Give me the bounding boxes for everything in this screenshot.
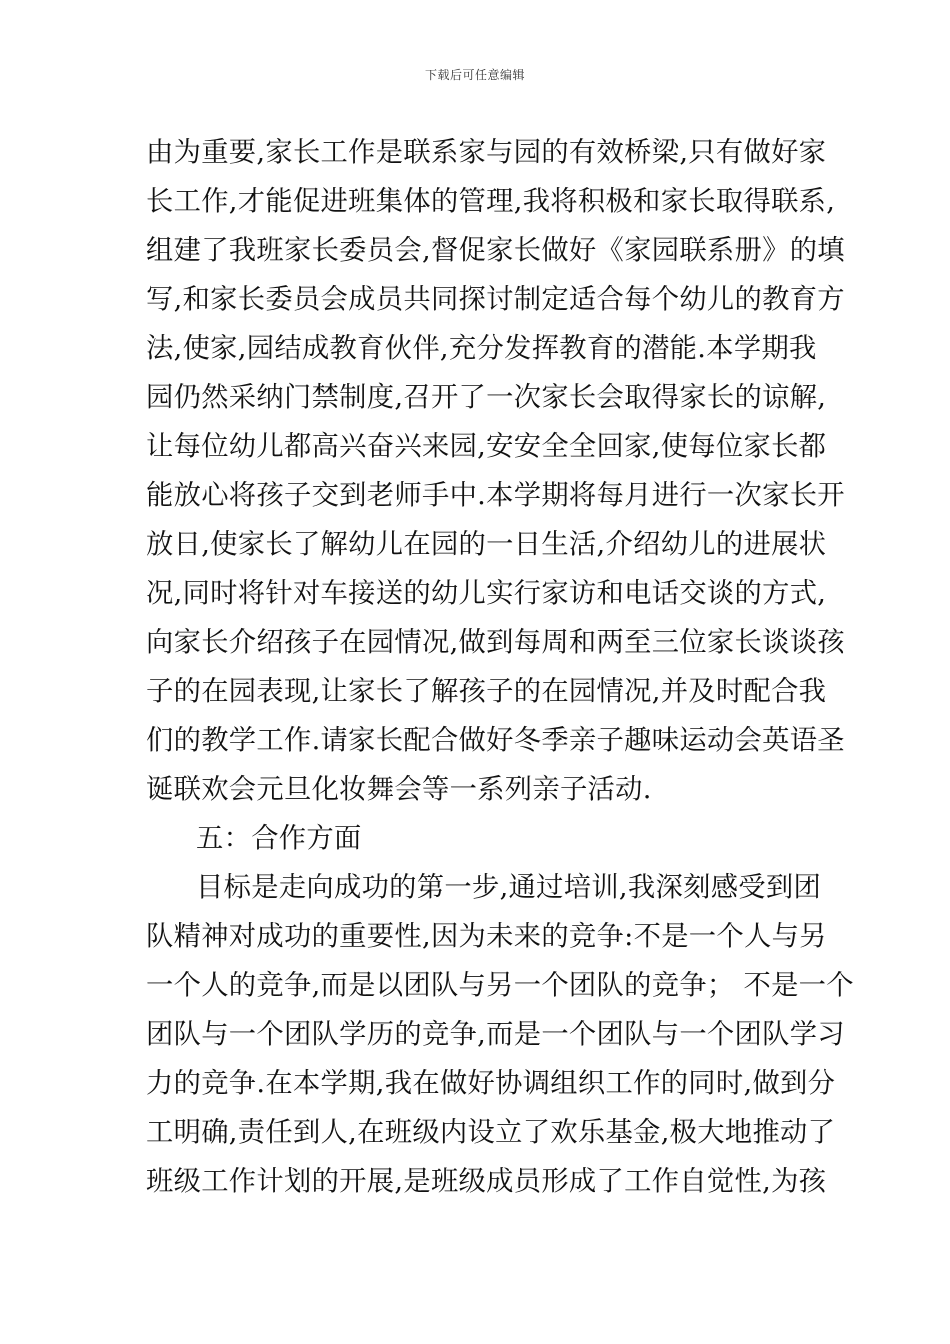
text-line: 组建了我班家长委员会,督促家长做好《家园联系册》的填 (146, 235, 845, 266)
section-heading: 五：合作方面 (196, 823, 362, 854)
text-line: 园仍然采纳门禁制度,召开了一次家长会取得家长的谅解, (146, 382, 827, 413)
text-line: 队精神对成功的重要性,因为未来的竞争:不是一个人与另 (146, 921, 827, 952)
text-line: 由为重要,家长工作是联系家与园的有效桥梁,只有做好家 (146, 137, 827, 168)
text-line: 况,同时将针对车接送的幼儿实行家访和电话交谈的方式, (146, 578, 827, 609)
document-body (146, 128, 854, 1206)
text-line: 写,和家长委员会成员共同探讨制定适合每个幼儿的教育方 (146, 284, 845, 315)
text-line: 放日,使家长了解幼儿在园的一日生活,介绍幼儿的进展状 (146, 529, 827, 560)
text-line: 向家长介绍孩子在园情况,做到每周和两至三位家长谈谈孩 (146, 627, 845, 658)
paragraph-first-line: 目标是走向成功的第一步,通过培训,我深刻感受到团 (196, 872, 822, 903)
text-line: 让每位幼儿都高兴奋兴来园,安安全全回家,使每位家长都 (146, 431, 827, 462)
text-line: 们的教学工作.请家长配合做好冬季亲子趣味运动会英语圣 (146, 725, 845, 756)
text-line: 力的竞争.在本学期,我在做好协调组织工作的同时,做到分 (146, 1068, 836, 1099)
text-line: 能放心将孩子交到老师手中.本学期将每月进行一次家长开 (146, 480, 845, 511)
text-line: 团队与一个团队学历的竞争,而是一个团队与一个团队学习 (146, 1019, 845, 1050)
text-line: 法,使家,园结成教育伙伴,充分发挥教育的潜能.本学期我 (146, 333, 817, 364)
text-line: 工明确,责任到人,在班级内设立了欢乐基金,极大地推动了 (146, 1117, 836, 1148)
page-header: 下载后可任意编辑 (424, 68, 525, 82)
text-line: 一个人的竞争,而是以团队与另一个团队的竞争； 不是一个 (146, 970, 854, 1001)
text-line: 子的在园表现,让家长了解孩子的在园情况,并及时配合我 (146, 676, 827, 707)
text-line: 长工作,才能促进班集体的管理,我将积极和家长取得联系, (146, 186, 836, 217)
text-line: 班级工作计划的开展,是班级成员形成了工作自觉性,为孩 (146, 1166, 827, 1197)
text-line: 诞联欢会元旦化妆舞会等一系列亲子活动. (146, 774, 652, 805)
